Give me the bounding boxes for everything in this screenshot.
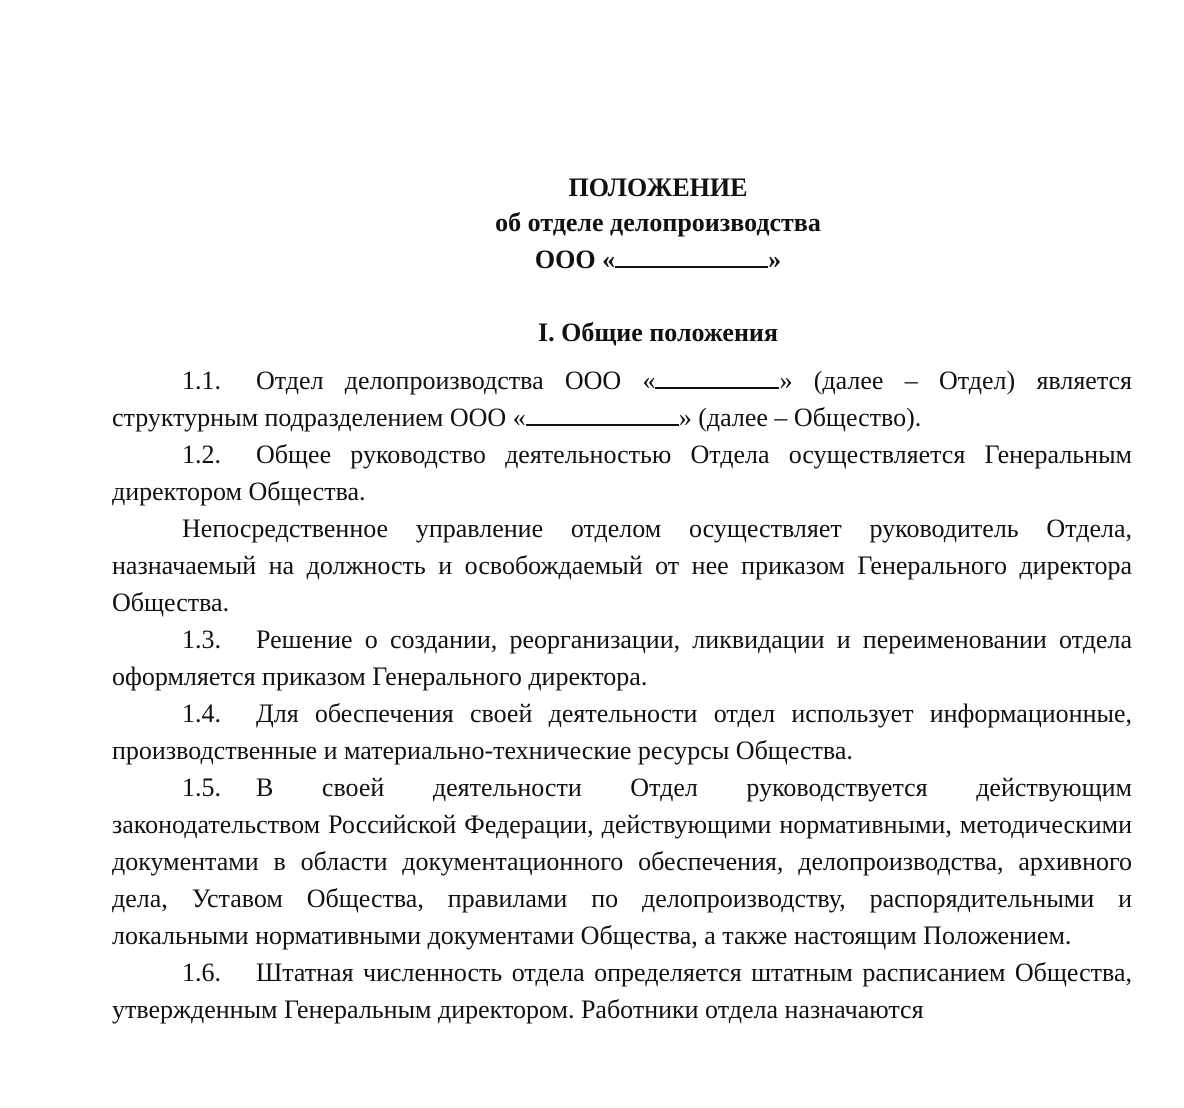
- paragraph-text: » (далее – Общество).: [678, 403, 922, 432]
- paragraph-number: 1.3.: [182, 625, 221, 654]
- paragraph-text: Общее руководство деятельностью Отдела осуществляется Генеральным директором Общества.: [112, 440, 1132, 506]
- section-heading: I. Общие положения: [538, 318, 778, 347]
- paragraph-number: 1.5.: [182, 773, 221, 802]
- paragraph-number: 1.6.: [182, 958, 221, 987]
- org-suffix: »: [768, 245, 782, 274]
- paragraph-text: Штатная численность отдела определяется штатным расписанием Общества, утвержденным Генеральным директором. Работники отдела назначаются: [112, 958, 1132, 1024]
- paragraph-text: Решение о создании, реорганизации, ликвидации и переименовании отдела оформляется приказом Генерального директора.: [112, 625, 1132, 691]
- org-name-blank: [615, 242, 768, 268]
- paragraph-text: » (далее – Отдел) является структурным подразделением ООО «: [112, 366, 1132, 432]
- document-title: ПОЛОЖЕНИЕ: [568, 173, 748, 202]
- paragraph-text: Отдел делопроизводства ООО «: [256, 366, 656, 395]
- document-organization-line: [0, 242, 1184, 278]
- paragraph-1-2: [112, 436, 1132, 510]
- paragraph-1-6: [112, 954, 1132, 1028]
- paragraph-1-4: [112, 695, 1132, 769]
- paragraph-1-2-continued: [112, 510, 1132, 621]
- paragraph-text: Непосредственное управление отделом осуществляет руководитель Отдела, назначаемый на должность и освобождаемый от нее приказом Генерального директора Общества.: [112, 514, 1132, 617]
- document-body: [112, 362, 1132, 1028]
- org-name-blank: [526, 400, 679, 426]
- document-subtitle: об отделе делопроизводства: [495, 208, 821, 237]
- paragraph-number: 1.4.: [182, 699, 221, 728]
- paragraph-number: 1.2.: [182, 440, 221, 469]
- paragraph-text: Для обеспечения своей деятельности отдел использует информационные, производственные и материально-технические ресурсы Общества.: [112, 699, 1132, 765]
- paragraph-text: В своей деятельности Отдел руководствуется действующим законодательством Российской Федерации, действующими нормативными, методическими документами в области документационного обеспечения, делопроизводства, архивного дела, Уставом Общества, правилами по делопроизводству, распорядительными и локальными нормативными документами Общества, а также настоящим Положением.: [112, 773, 1132, 950]
- paragraph-number: 1.1.: [182, 366, 221, 395]
- paragraph-1-3: [112, 621, 1132, 695]
- paragraph-1-5: [112, 769, 1132, 954]
- org-name-blank: [655, 363, 779, 389]
- paragraph-1-1: [112, 362, 1132, 436]
- org-prefix: ООО «: [534, 245, 616, 274]
